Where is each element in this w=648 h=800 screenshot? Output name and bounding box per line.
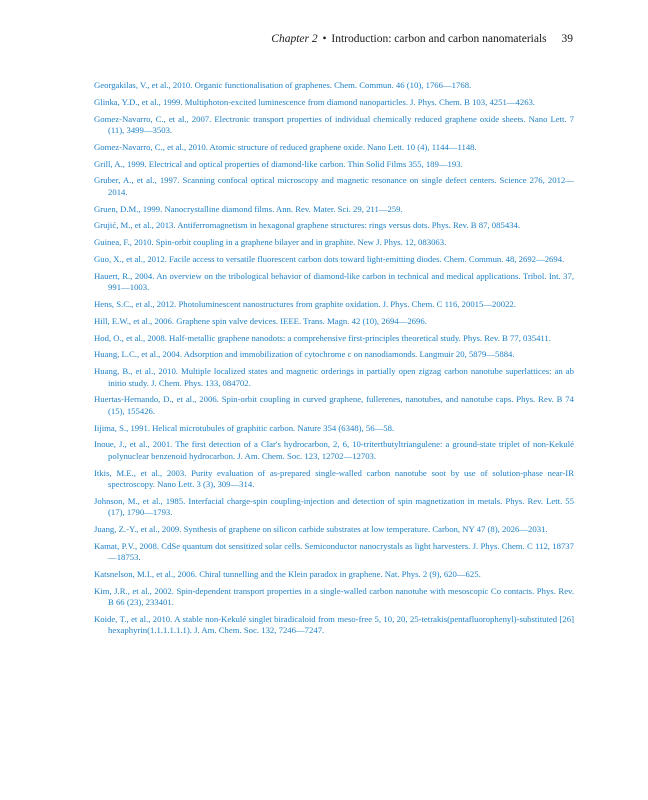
reference-item[interactable]: Koide, T., et al., 2010. A stable non-Kekulé singlet biradicaloid from meso-free 5, 10, 20, 25-tetrakis(pentafluorophenyl)-substituted [26] hexaphyrin(1.1.1.1.1.1). J. Am. Chem. Soc. 132, 7246—7247. <box>94 613 574 636</box>
reference-item[interactable]: Kamat, P.V., 2008. CdSe quantum dot sensitized solar cells. Semiconductor nanocrystals as light harvesters. J. Phys. Chem. C 112, 18737—18753. <box>94 540 574 563</box>
reference-item[interactable]: Juang, Z.-Y., et al., 2009. Synthesis of graphene on silicon carbide substrates at low temperature. Carbon, NY 47 (8), 2026—2031. <box>94 523 548 534</box>
reference-item[interactable]: Inoue, J., et al., 2001. The first detection of a Clar's hydrocarbon, 2, 6, 10-tritertbutyltriangulene: a ground-state triplet of non-Kekulé polynuclear benzenoid hydrocarbon. J. Am. Chem. Soc. 123, 12702—12703. <box>94 439 574 461</box>
reference-item[interactable]: Huang, L.C., et al., 2004. Adsorption and immobilization of cytochrome c on nanodiamonds. Langmuir 20, 5879—5884. <box>94 349 515 360</box>
reference-item[interactable]: Gomez-Navarro, C., et al., 2010. Atomic structure of reduced graphene oxide. Nano Lett. 10 (4), 1144—1148. <box>94 141 477 152</box>
reference-item[interactable]: Huang, B., et al., 2010. Multiple localized states and magnetic orderings in partially open zigzag carbon nanotube superlattices: an ab initio study. J. Chem. Phys. 133, 084702. <box>94 366 574 388</box>
reference-item[interactable]: Kim, J.R., et al., 2002. Spin-dependent transport properties in a single-walled carbon nanotube with mesoscopic Co contacts. Phys. Rev. B 66 (23), 233401. <box>94 585 574 608</box>
reference-item[interactable]: Gruber, A., et al., 1997. Scanning confocal optical microscopy and magnetic resonance on single defect centers. Science 276, 2012—2014. <box>94 175 574 197</box>
chapter-title: Introduction: carbon and carbon nanomaterials <box>331 33 547 45</box>
reference-item[interactable]: Gruen, D.M., 1999. Nanocrystalline diamond films. Ann. Rev. Mater. Sci. 29, 211—259. <box>94 203 403 214</box>
header-separator: • <box>322 33 327 45</box>
reference-list <box>94 80 574 642</box>
reference-item[interactable]: Grill, A., 1999. Electrical and optical properties of diamond-like carbon. Thin Solid Films 355, 189—193. <box>94 158 463 169</box>
reference-item[interactable]: Johnson, M., et al., 1985. Interfacial charge-spin coupling-injection and detection of spin magnetization in metals. Phys. Rev. Lett. 55 (17), 1790—1793. <box>94 495 574 518</box>
reference-item[interactable]: Guinea, F., 2010. Spin-orbit coupling in a graphene bilayer and in graphite. New J. Phys. 12, 083063. <box>94 237 447 248</box>
running-header <box>271 33 573 45</box>
reference-item[interactable]: Hod, O., et al., 2008. Half-metallic graphene nanodots: a comprehensive first-principles theoretical study. Phys. Rev. B 77, 035411. <box>94 332 551 343</box>
reference-item[interactable]: Grujić, M., et al., 2013. Antiferromagnetism in hexagonal graphene structures: rings versus dots. Phys. Rev. B 87, 085434. <box>94 220 521 231</box>
reference-item[interactable]: Georgakilas, V., et al., 2010. Organic functionalisation of graphenes. Chem. Commun. 46 (10), 1766—1768. <box>94 80 472 90</box>
reference-item[interactable]: Hill, E.W., et al., 2006. Graphene spin valve devices. IEEE. Trans. Magn. 42 (10), 2694—2696. <box>94 315 427 326</box>
reference-item[interactable]: Guo, X., et al., 2012. Facile access to versatile fluorescent carbon dots toward light-emitting diodes. Chem. Commun. 48, 2692—2694. <box>94 253 565 264</box>
reference-item[interactable]: Hens, S.C., et al., 2012. Photoluminescent nanostructures from graphite oxidation. J. Phys. Chem. C 116, 20015—20022. <box>94 298 516 309</box>
reference-item[interactable]: Huertas-Hernando, D., et al., 2006. Spin-orbit coupling in curved graphene, fullerenes, nanotubes, and nanotube caps. Phys. Rev. B 74 (15), 155426. <box>94 394 574 416</box>
reference-item[interactable]: Katsnelson, M.I., et al., 2006. Chiral tunnelling and the Klein paradox in graphene. Nat. Phys. 2 (9), 620—625. <box>94 568 481 579</box>
reference-item[interactable]: Itkis, M.E., et al., 2003. Purity evaluation of as-prepared single-walled carbon nanotube soot by use of solution-phase near-IR spectroscopy. Nano Lett. 3 (3), 309—314. <box>94 467 574 489</box>
reference-item[interactable]: Glinka, Y.D., et al., 1999. Multiphoton-excited luminescence from diamond nanoparticles. J. Phys. Chem. B 103, 4251—4263. <box>94 96 536 107</box>
reference-item[interactable]: Hauert, R., 2004. An overview on the tribological behavior of diamond-like carbon in technical and medical applications. Tribol. Int. 37, 991—1003. <box>94 270 574 293</box>
reference-item[interactable]: Iijima, S., 1991. Helical microtubules of graphitic carbon. Nature 354 (6348), 56—58. <box>94 422 395 433</box>
reference-item[interactable]: Gomez-Navarro, C., et al., 2007. Electronic transport properties of individual chemically reduced graphene oxide sheets. Nano Lett. 7 (11), 3499—3503. <box>94 113 574 135</box>
page-number: 39 <box>561 33 573 45</box>
chapter-label: Chapter 2 <box>271 33 318 45</box>
